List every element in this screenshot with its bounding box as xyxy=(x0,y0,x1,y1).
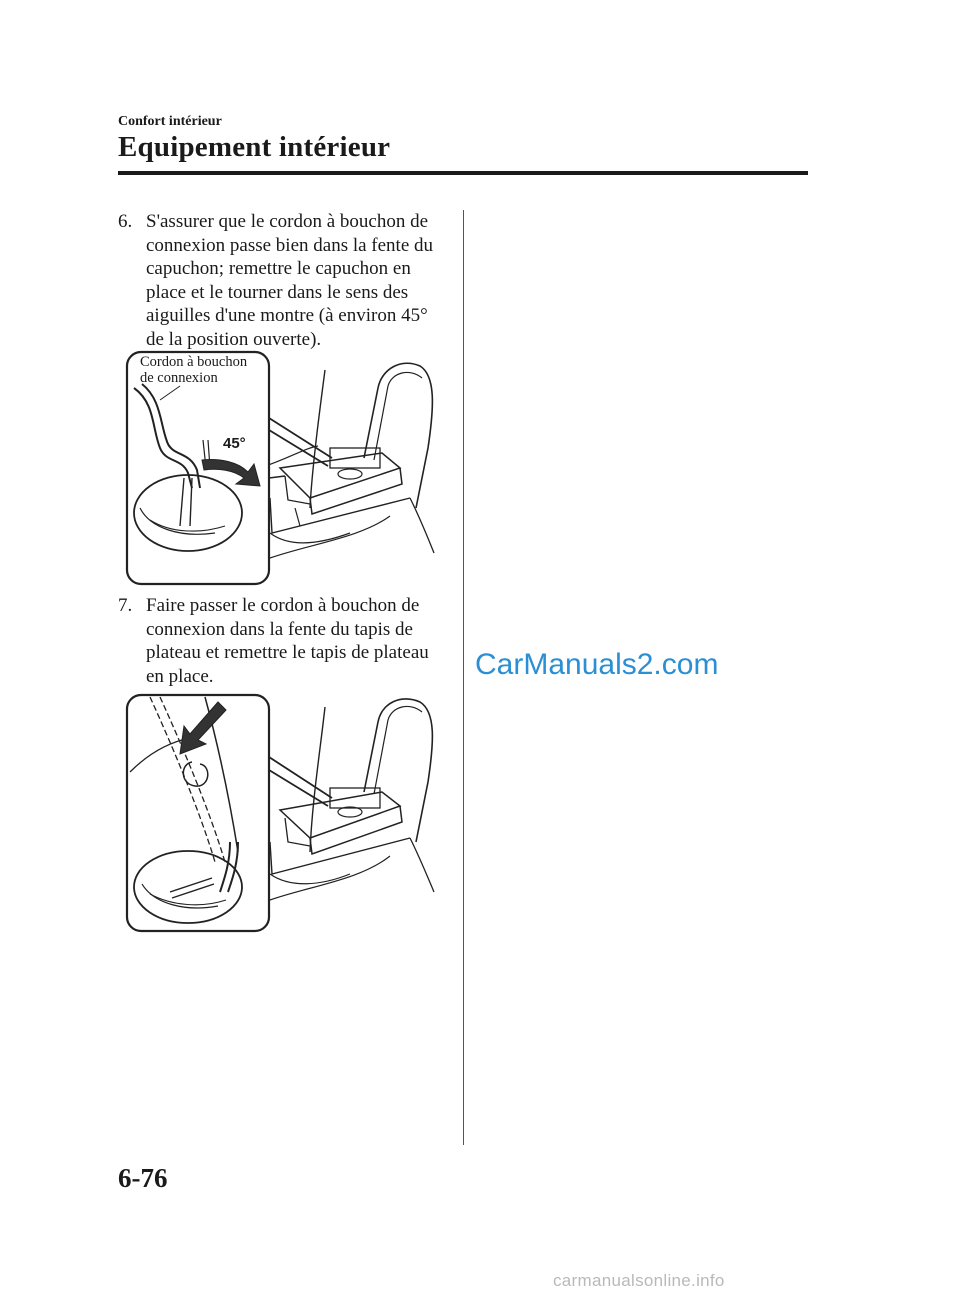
watermark: CarManuals2.com xyxy=(475,648,719,681)
step-line: Faire passer le cordon à bouchon de xyxy=(146,595,420,616)
step-line: connexion dans la fente du tapis de xyxy=(146,618,413,640)
tray-mat-illustration xyxy=(120,692,440,934)
step-line: capuchon; remettre le capuchon en xyxy=(146,258,411,280)
step-line: de la position ouverte). xyxy=(146,328,322,350)
step-number: 6. xyxy=(118,211,133,232)
column-divider xyxy=(463,210,464,1145)
step-6 xyxy=(118,210,438,352)
step-7 xyxy=(118,594,438,688)
callout-label xyxy=(140,354,247,386)
step-line: place et le tourner dans le sens des xyxy=(146,281,409,303)
page-title: Equipement intérieur xyxy=(118,131,391,163)
callout-line: de connexion xyxy=(140,370,218,386)
figure-cap-rotation xyxy=(120,348,440,588)
figure-tray-mat xyxy=(120,692,440,934)
page-number: 6-76 xyxy=(118,1163,168,1193)
step-line: aiguilles d'une montre (à environ 45° xyxy=(146,305,428,327)
step-line: en place. xyxy=(146,665,214,687)
step-number: 7. xyxy=(118,595,133,616)
callout-line: Cordon à bouchon xyxy=(140,354,248,370)
step-line: S'assurer que le cordon à bouchon de xyxy=(146,211,429,232)
footer-site: carmanualsonline.info xyxy=(553,1271,725,1290)
step-line: connexion passe bien dans la fente du xyxy=(146,234,434,256)
section-label: Confort intérieur xyxy=(118,114,222,129)
step-line: plateau et remettre le tapis de plateau xyxy=(146,642,429,664)
angle-label: 45° xyxy=(223,435,246,452)
header-rule xyxy=(118,171,808,175)
